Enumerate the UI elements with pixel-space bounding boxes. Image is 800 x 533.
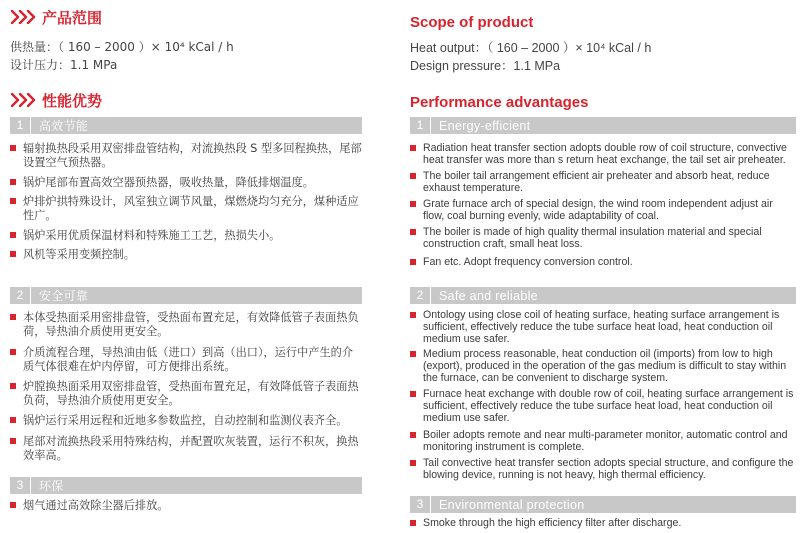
double-chevron-right-icon — [10, 93, 36, 107]
list-item: 介质流程合理，导热油由低（进口）到高（出口），运行中产生的介质气体很难在炉内停留，可方便排出系统。 — [10, 346, 362, 375]
section-label: 高效节能 — [39, 119, 89, 133]
section-bar-efficiency — [10, 117, 362, 134]
list-item: Tail convective heat transfer section adopts special structure, and configure the blowing device, running is not heavy, high thermal efficiency. — [410, 457, 796, 481]
heat-output-en: Heat output：（ 160 – 2000 ）× 10⁴ kCal / h — [410, 41, 652, 55]
list-item: 尾部对流换热段采用特殊结构，并配置吹灰装置，运行不积灰，换热效率高。 — [10, 435, 362, 464]
bullet-icon — [410, 145, 416, 151]
list-item: 锅炉采用优质保温材料和特殊施工工艺，热损失小。 — [10, 229, 362, 243]
list-item: 本体受热面采用密排盘管，受热面布置充足，有效降低管子表面热负荷，导热油介质使用更安全。 — [10, 311, 362, 340]
heat-output: 供热量：（ 160 – 2000 ）× 10⁴ kCal / h — [10, 40, 234, 54]
list-item: Smoke through the high efficiency filter after discharge. — [410, 517, 796, 529]
scope-title-en: Scope of product — [410, 13, 534, 31]
list-item: 烟气通过高效除尘器后排放。 — [10, 499, 362, 513]
section-bar-energy-efficient — [410, 117, 796, 134]
list-item: Furnace heat exchange with double row of coil, heating surface arrangement is sufficient, effectively reduce the tube surface heat load, heat conduction oil medium use safer. — [410, 388, 796, 425]
bullet-icon — [10, 502, 16, 508]
scope-heading — [10, 6, 102, 28]
section-label: Energy-efficient — [439, 118, 531, 133]
performance-heading-en — [410, 91, 588, 113]
scope-title: 产品范围 — [42, 8, 103, 27]
performance-title-en: Performance advantages — [410, 93, 589, 111]
performance-heading — [10, 89, 102, 111]
list-item: Boiler adopts remote and near multi-parameter monitor, automatic control and monitoring instrument is complete. — [410, 429, 796, 453]
bullet-icon — [410, 201, 416, 207]
section-number: 1 — [10, 117, 31, 134]
section-bar-environment — [10, 477, 362, 494]
list-item: 炉排炉拱特殊设计，风室独立调节风量，煤燃烧均匀充分，煤种适应性广。 — [10, 195, 362, 224]
section-bar-safe-reliable — [410, 287, 796, 304]
bullet-icon — [10, 232, 16, 238]
list-item: 炉膛换热面采用双密排盘管，受热面布置充足，有效降低管子表面热负荷，导热油介质使用更安全。 — [10, 380, 362, 409]
section-label: 环保 — [39, 479, 64, 493]
section-number: 1 — [410, 117, 431, 134]
bullet-icon — [10, 179, 16, 185]
double-chevron-right-icon — [10, 10, 36, 24]
section-label: Environmental protection — [439, 497, 585, 512]
bullet-icon — [410, 229, 416, 235]
list-item: The boiler is made of high quality thermal insulation material and special construction craft, small heat loss. — [410, 226, 796, 250]
bullet-icon — [410, 391, 416, 397]
performance-title: 性能优势 — [42, 91, 103, 110]
section-number: 3 — [10, 477, 31, 494]
bullet-icon — [410, 312, 416, 318]
list-item: Fan etc. Adopt frequency conversion control. — [410, 256, 796, 268]
bullet-icon — [10, 349, 16, 355]
design-pressure: 设计压力：1.1 MPa — [10, 58, 118, 72]
bullet-icon — [10, 198, 16, 204]
bullet-icon — [10, 417, 16, 423]
list-item: 锅炉运行采用远程和近地多参数监控，自动控制和监测仪表齐全。 — [10, 414, 362, 428]
section-bar-safety — [10, 287, 362, 304]
bullet-icon — [410, 351, 416, 357]
bullet-icon — [10, 438, 16, 444]
list-item: 辐射换热段采用双密排盘管结构，对流换热段 S 型多回程换热，尾部设置空气预热器。 — [10, 142, 362, 171]
bullet-icon — [10, 251, 16, 257]
bullet-icon — [410, 173, 416, 179]
list-item: The boiler tail arrangement efficient air preheater and absorb heat, reduce exhaust temperature. — [410, 170, 796, 194]
section-label: Safe and reliable — [439, 288, 538, 303]
list-item: Medium process reasonable, heat conduction oil (imports) from low to high (export), produced in the operation of the gas medium is difficult to stay within the furnace, can be convenient to discharge system. — [410, 348, 796, 385]
bullet-icon — [410, 432, 416, 438]
list-item: Ontology using close coil of heating surface, heating surface arrangement is sufficient, effectively reduce the tube surface heat load, heat conduction oil medium use safer. — [410, 309, 796, 346]
design-pressure-en: Design pressure：1.1 MPa — [410, 59, 561, 73]
section-bar-environmental — [410, 496, 796, 513]
bullet-icon — [10, 314, 16, 320]
bullet-icon — [10, 383, 16, 389]
list-item: 锅炉尾部布置高效空器预热器，吸收热量，降低排烟温度。 — [10, 176, 362, 190]
bullet-icon — [10, 145, 16, 151]
section-number: 2 — [410, 287, 431, 304]
section-number: 3 — [410, 496, 431, 513]
section-label: 安全可靠 — [39, 289, 89, 303]
bullet-icon — [410, 259, 416, 265]
bullet-icon — [410, 460, 416, 466]
list-item: Grate furnace arch of special design, the wind room independent adjust air flow, coal burning evenly, wide adaptability of coal. — [410, 198, 796, 222]
list-item: 风机等采用变频控制。 — [10, 248, 362, 262]
bullet-icon — [410, 520, 416, 526]
section-number: 2 — [10, 287, 31, 304]
scope-heading-en — [410, 11, 533, 33]
list-item: Radiation heat transfer section adopts double row of coil structure, convective heat transfer was more than s return heat exchange, the tail set air preheater. — [410, 142, 796, 166]
